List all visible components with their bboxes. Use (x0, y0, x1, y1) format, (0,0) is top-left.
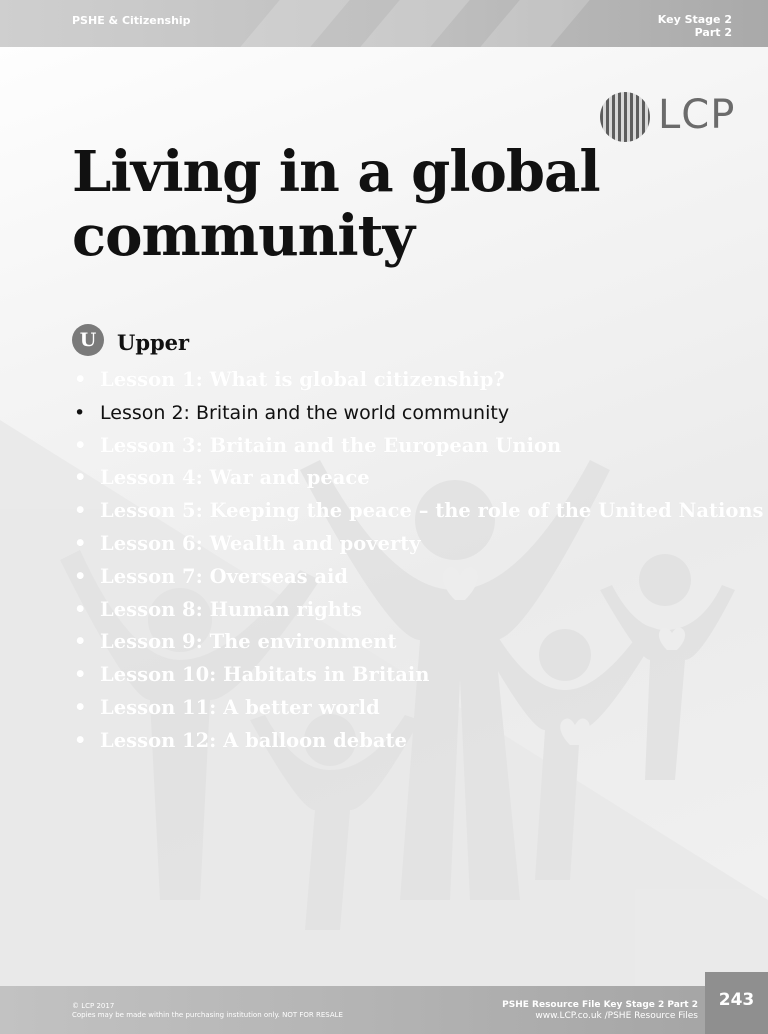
header-bar (0, 0, 768, 47)
bullet-point: • (74, 466, 87, 490)
bullet-point: • (74, 663, 87, 687)
lesson-item (74, 462, 754, 495)
header-decoration (480, 0, 589, 47)
lcp-logo-mark-icon (600, 92, 650, 142)
footer-bar (0, 986, 768, 1034)
page-number-box (705, 972, 768, 1034)
lesson-item (74, 430, 754, 463)
lesson-item (74, 364, 754, 397)
level-badge: U (72, 324, 104, 356)
bullet-point: • (74, 564, 87, 588)
lesson-label: Lesson 1: What is global citizenship? (100, 368, 505, 391)
bullet-point: • (74, 728, 87, 752)
page-title (72, 140, 632, 268)
level-label: Upper (117, 330, 190, 355)
resale-notice: Copies may be made within the purchasing institution only. NOT FOR RESALE (72, 1011, 343, 1019)
lesson-item (74, 626, 754, 659)
bullet-point: • (74, 401, 86, 424)
page-title-line: community (72, 203, 415, 269)
lesson-item (74, 495, 764, 528)
bullet-point: • (74, 531, 87, 555)
bullet-point: • (74, 368, 87, 391)
lesson-item (74, 594, 754, 627)
copyright-notice (72, 1002, 343, 1020)
lesson-item (74, 692, 754, 725)
lesson-item (74, 397, 754, 430)
lcp-logo (600, 92, 740, 144)
lesson-label: Lesson 2: Britain and the world community (100, 401, 510, 424)
bullet-point: • (74, 630, 87, 654)
copyright-text: © LCP 2017 (72, 1002, 115, 1010)
bullet-point: • (74, 695, 87, 719)
key-stage-line: Key Stage 2 (657, 13, 732, 26)
lesson-item (74, 725, 754, 758)
lesson-item (74, 659, 754, 692)
key-stage-label (658, 13, 732, 39)
lesson-label: Lesson 7: Overseas aid (100, 564, 349, 588)
lesson-item (74, 561, 754, 594)
resource-file-path: www.LCP.co.uk /PSHE Resource Files (535, 1011, 698, 1021)
lcp-logo-text: LCP (658, 92, 736, 138)
lesson-label: Lesson 3: Britain and the European Union (100, 433, 562, 457)
lesson-label: Lesson 9: The environment (100, 630, 397, 654)
bullet-point: • (74, 433, 87, 457)
lesson-item (74, 528, 754, 561)
lesson-label: Lesson 12: A balloon debate (100, 728, 407, 752)
subject-label: PSHE & Citizenship (72, 14, 191, 27)
header-decoration (360, 0, 469, 47)
lesson-label: Lesson 11: A better world (100, 695, 380, 719)
lesson-label: Lesson 5: Keeping the peace – the role of the United Nations (100, 499, 764, 523)
lesson-list (74, 364, 764, 758)
resource-file-title: PSHE Resource File Key Stage 2 Part 2 (502, 1000, 698, 1010)
lesson-label: Lesson 4: War and peace (100, 466, 370, 490)
page-title-line: Living in a global (72, 139, 600, 205)
lesson-label: Lesson 6: Wealth and poverty (100, 531, 421, 555)
part-line: Part 2 (694, 26, 732, 39)
lesson-label: Lesson 8: Human rights (100, 597, 362, 621)
lesson-label: Lesson 10: Habitats in Britain (100, 663, 430, 687)
bullet-point: • (74, 499, 87, 523)
resource-file-info (502, 1000, 698, 1022)
page-number: 243 (718, 990, 755, 1010)
header-decoration (240, 0, 349, 47)
bullet-point: • (74, 597, 87, 621)
